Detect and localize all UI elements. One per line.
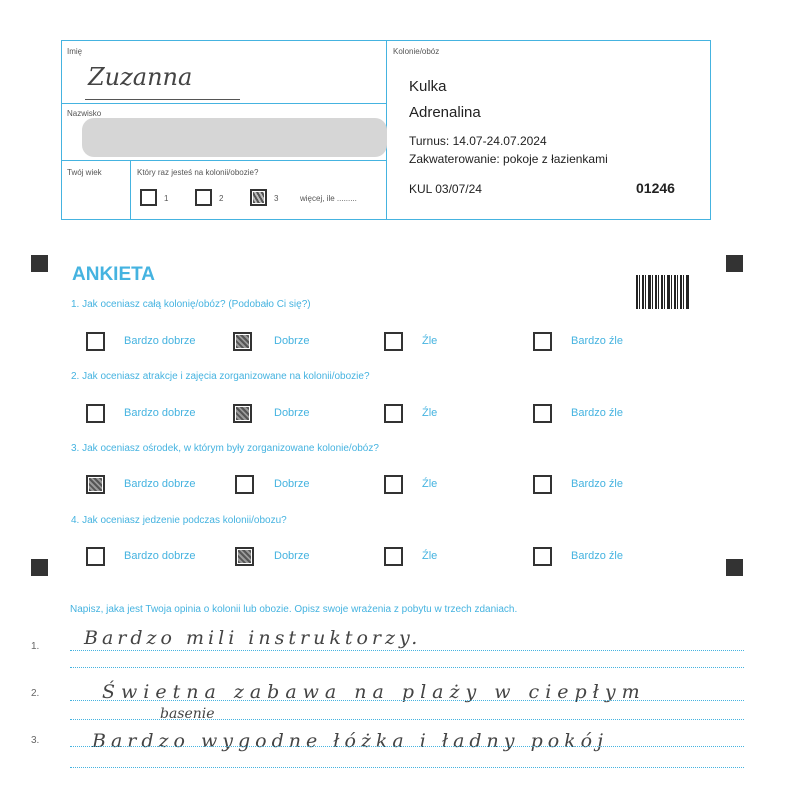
question-4: 4. Jak oceniasz jedzenie podczas kolonii/obozu? bbox=[71, 515, 287, 526]
q3-option-dobrze-checkbox[interactable] bbox=[235, 475, 254, 494]
registration-mark-top-left bbox=[31, 255, 48, 272]
which-time-checkbox-3[interactable] bbox=[250, 189, 267, 206]
q2-option-bardzo-zle-checkbox[interactable] bbox=[533, 404, 552, 423]
q1-option-zle-checkbox[interactable] bbox=[384, 332, 403, 351]
registration-mark-bottom-left bbox=[31, 559, 48, 576]
q2-option-bardzo-dobrze-label: Bardzo dobrze bbox=[124, 407, 196, 419]
q1-option-bardzo-dobrze-label: Bardzo dobrze bbox=[124, 335, 196, 347]
q1-option-bardzo-zle-label: Bardzo źle bbox=[571, 335, 623, 347]
q3-option-bardzo-dobrze-label: Bardzo dobrze bbox=[124, 478, 196, 490]
q3-option-bardzo-zle-checkbox[interactable] bbox=[533, 475, 552, 494]
camp-name-1: Kulka bbox=[409, 78, 447, 95]
age-divider bbox=[130, 160, 131, 220]
opinion-line-number-1: 1. bbox=[31, 641, 40, 652]
surname-redaction bbox=[82, 118, 387, 157]
q2-option-dobrze-checkbox[interactable] bbox=[233, 404, 252, 423]
name-divider bbox=[61, 103, 386, 104]
turnus: Turnus: 14.07-24.07.2024 bbox=[409, 134, 547, 148]
camp-name-2: Adrenalina bbox=[409, 104, 481, 121]
opinion-dotline-1b bbox=[70, 667, 744, 668]
which-time-option-2: 2 bbox=[219, 194, 224, 203]
opinion-dotline-1a bbox=[70, 650, 744, 651]
q1-option-dobrze-checkbox[interactable] bbox=[233, 332, 252, 351]
age-label: Twój wiek bbox=[67, 168, 102, 177]
accommodation: Zakwaterowanie: pokoje z łazienkami bbox=[409, 152, 608, 166]
q2-option-zle-checkbox[interactable] bbox=[384, 404, 403, 423]
question-2: 2. Jak oceniasz atrakcje i zajęcia zorganizowane na kolonii/obozie? bbox=[71, 371, 370, 382]
opinion-line-1[interactable]: Bardzo mili instruktorzy. bbox=[84, 627, 422, 649]
q4-option-dobrze-label: Dobrze bbox=[274, 550, 310, 562]
q3-option-bardzo-zle-label: Bardzo źle bbox=[571, 478, 623, 490]
which-time-label: Który raz jesteś na kolonii/obozie? bbox=[137, 168, 259, 177]
opinion-dotline-2a bbox=[70, 700, 744, 701]
which-time-option-3: 3 bbox=[274, 194, 279, 203]
camp-label: Kolonie/obóz bbox=[393, 47, 440, 56]
name-underline bbox=[85, 99, 240, 100]
which-time-checkbox-1[interactable] bbox=[140, 189, 157, 206]
name-value[interactable]: Zuzanna bbox=[88, 63, 193, 91]
which-time-option-more: więcej, ile ......... bbox=[300, 194, 357, 203]
opinion-prompt: Napisz, jaka jest Twoja opinia o kolonii lub obozie. Opisz swoje wrażenia z pobytu w trzech zdaniach. bbox=[70, 604, 518, 615]
opinion-dotline-3a bbox=[70, 746, 744, 747]
survey-title: ANKIETA bbox=[72, 264, 156, 285]
opinion-line-number-2: 2. bbox=[31, 688, 40, 699]
q4-option-bardzo-zle-label: Bardzo źle bbox=[571, 550, 623, 562]
q1-option-bardzo-zle-checkbox[interactable] bbox=[533, 332, 552, 351]
opinion-dotline-2b bbox=[70, 719, 744, 720]
q3-option-zle-checkbox[interactable] bbox=[384, 475, 403, 494]
q1-option-dobrze-label: Dobrze bbox=[274, 335, 310, 347]
opinion-line-2[interactable]: Świetna zabawa na plaży w ciepłym bbox=[102, 681, 646, 703]
q2-option-zle-label: Źle bbox=[422, 407, 438, 419]
q4-option-zle-checkbox[interactable] bbox=[384, 547, 403, 566]
surname-label: Nazwisko bbox=[67, 109, 102, 118]
question-3: 3. Jak oceniasz ośrodek, w którym były zorganizowane kolonie/obóz? bbox=[71, 443, 379, 454]
question-1: 1. Jak oceniasz całą kolonię/obóz? (Podobało Ci się?) bbox=[71, 299, 311, 310]
camp-code: KUL 03/07/24 bbox=[409, 182, 482, 196]
opinion-dotline-3b bbox=[70, 767, 744, 768]
form-number: 01246 bbox=[636, 180, 675, 196]
name-label: Imię bbox=[67, 47, 83, 56]
q4-option-bardzo-zle-checkbox[interactable] bbox=[533, 547, 552, 566]
barcode bbox=[636, 275, 690, 309]
registration-mark-top-right bbox=[726, 255, 743, 272]
q4-option-zle-label: Źle bbox=[422, 550, 438, 562]
q4-option-dobrze-checkbox[interactable] bbox=[235, 547, 254, 566]
q3-option-zle-label: Źle bbox=[422, 478, 438, 490]
q1-option-bardzo-dobrze-checkbox[interactable] bbox=[86, 332, 105, 351]
registration-mark-bottom-right bbox=[726, 559, 743, 576]
which-time-option-1: 1 bbox=[164, 194, 169, 203]
q2-option-bardzo-dobrze-checkbox[interactable] bbox=[86, 404, 105, 423]
opinion-line-number-3: 3. bbox=[31, 735, 40, 746]
q4-option-bardzo-dobrze-label: Bardzo dobrze bbox=[124, 550, 196, 562]
q4-option-bardzo-dobrze-checkbox[interactable] bbox=[86, 547, 105, 566]
q3-option-bardzo-dobrze-checkbox[interactable] bbox=[86, 475, 105, 494]
q2-option-dobrze-label: Dobrze bbox=[274, 407, 310, 419]
opinion-line-2-insert[interactable]: basenie bbox=[160, 706, 215, 722]
q3-option-dobrze-label: Dobrze bbox=[274, 478, 310, 490]
q1-option-zle-label: Źle bbox=[422, 335, 438, 347]
surname-divider bbox=[61, 160, 386, 161]
q2-option-bardzo-zle-label: Bardzo źle bbox=[571, 407, 623, 419]
which-time-checkbox-2[interactable] bbox=[195, 189, 212, 206]
opinion-line-3[interactable]: Bardzo wygodne łóżka i ładny pokój bbox=[92, 730, 609, 752]
